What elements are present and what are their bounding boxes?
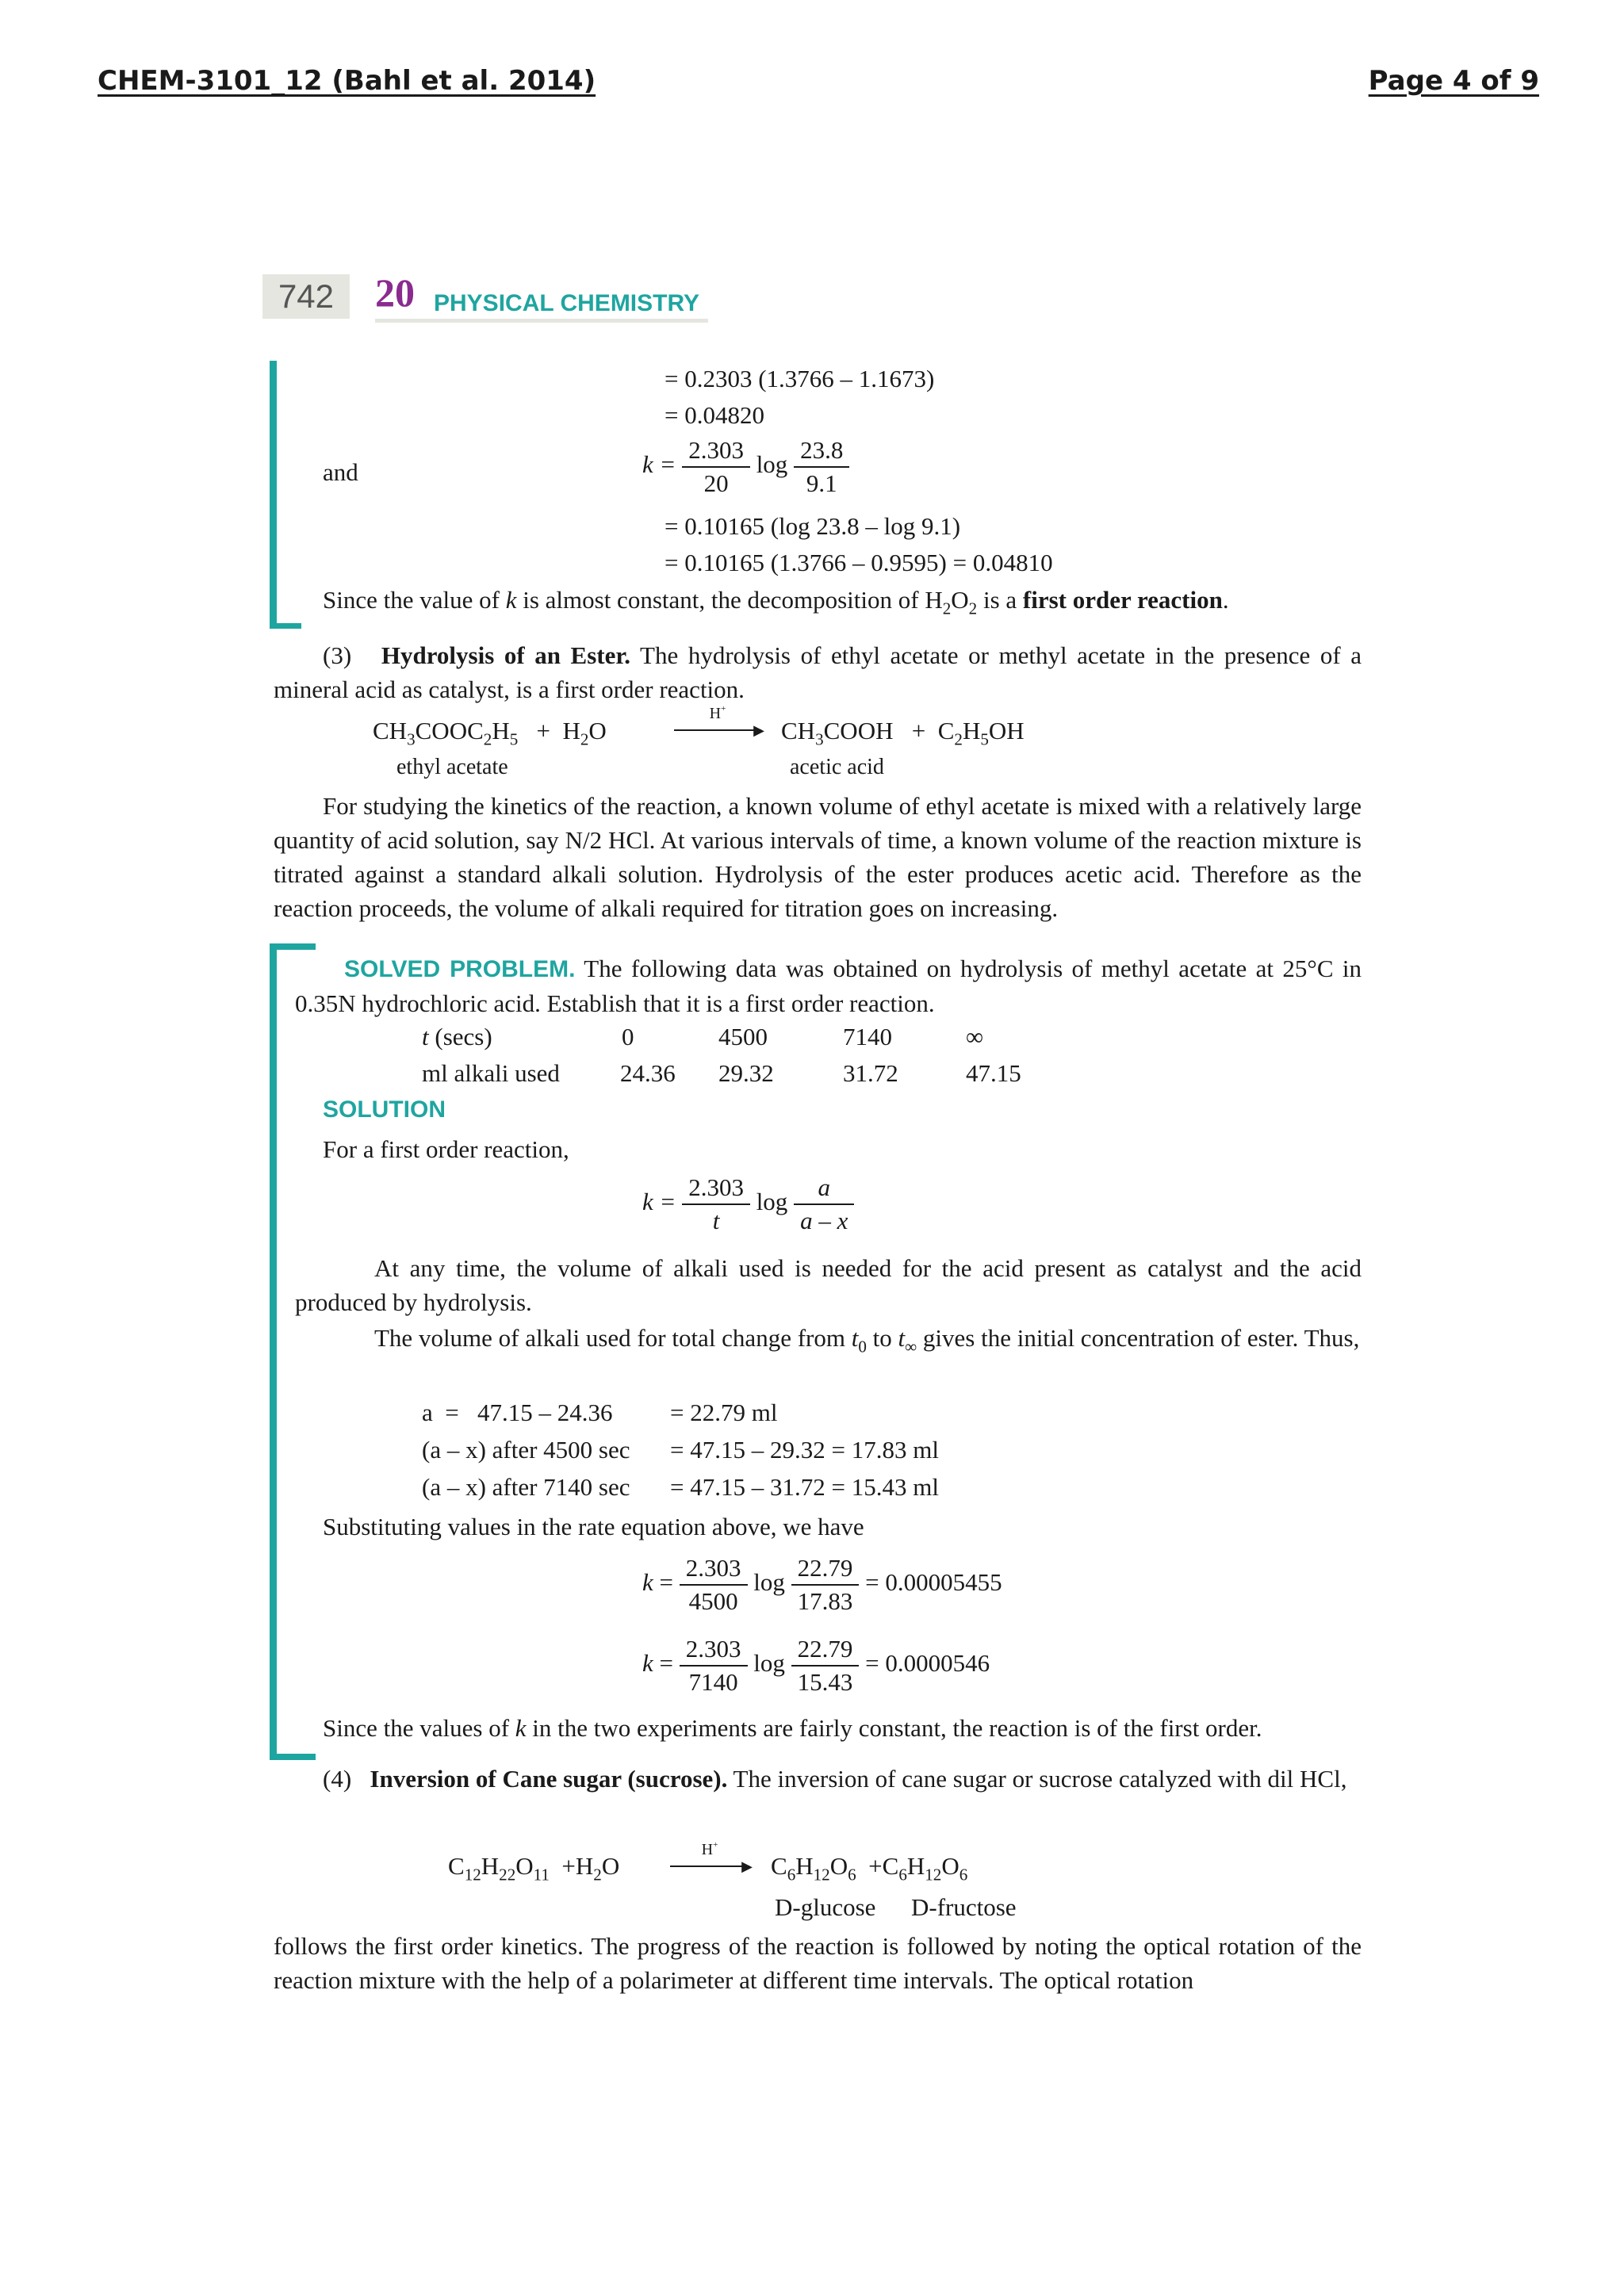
catalyst: H [701, 1841, 714, 1858]
text: is almost constant, the decomposition of H [516, 586, 943, 614]
catalyst: H [709, 705, 722, 722]
table-row-time [422, 1020, 492, 1054]
fraction-numerator: 2.303 [682, 1173, 750, 1205]
k-label: k = [642, 1187, 676, 1215]
fraction-a-over-ax [794, 1173, 854, 1234]
section-3-intro [274, 638, 1362, 706]
first-order-conclusion [323, 1711, 1262, 1745]
table-cell: ∞ [966, 1023, 984, 1050]
log-label: log [753, 1567, 785, 1596]
chapter-title: PHYSICAL CHEMISTRY [434, 290, 700, 316]
calc-a-left: a = 47.15 – 24.36 [422, 1399, 613, 1426]
fraction-2303-7140 [680, 1635, 748, 1696]
calc-line-5: = 0.10165 (1.3766 – 0.9595) = 0.04810 [665, 549, 1053, 576]
text: in the two experiments are fairly constant, the reaction is of the first order. [526, 1714, 1262, 1742]
t-var: t [851, 1324, 859, 1352]
fraction-numerator: 23.8 [794, 436, 849, 468]
reaction-arrow-sucrose: H+ ▶ [670, 1842, 749, 1867]
fraction-2303-20 [682, 436, 750, 497]
chapter-underline [375, 319, 708, 323]
calc-b-right: = 47.15 – 29.32 = 17.83 ml [670, 1436, 939, 1464]
fraction-denominator: 17.83 [797, 1586, 853, 1615]
fraction-2303-4500 [680, 1554, 748, 1615]
fraction-numerator: 2.303 [680, 1554, 748, 1586]
chapter-number: 20 [375, 270, 415, 315]
kinetics-paragraph: For studying the kinetics of the reaction, a known volume of ethyl acetate is mixed with a relatively large quantity of acid solution, say N/2 HCl. At various intervals of time, a known volume of the reaction mixture is titrated against a standard alkali solution. Hydrolysis of the ester produces acetic acid. Therefore as the reaction proceeds, the volume of alkali required for titration goes on increasing. [274, 792, 1362, 922]
bracket-problem-bottom [270, 1754, 316, 1760]
book-page-number: 742 [278, 277, 335, 315]
section-number: (4) [323, 1765, 352, 1793]
text: Since the values of [323, 1714, 515, 1742]
fraction-denominator: 4500 [688, 1586, 738, 1615]
sucrose-reaction-products: $C_6H_{12}O_6 +C_6H_{12}O_6$ [771, 1852, 968, 1885]
catalyst-charge: + [713, 1840, 718, 1850]
substituting-text: Substituting values in the rate equation above, we have [323, 1513, 864, 1540]
table-cell: 29.32 [718, 1059, 774, 1087]
fraction-numerator: 2.303 [680, 1635, 748, 1667]
conclusion-h2o2 [323, 583, 1229, 617]
sucrose-reaction-reactants: $C_{12}H_{22}O_{11} +H_2O$ [448, 1852, 620, 1885]
plus-sign: + [536, 717, 550, 744]
calc-c-left: (a – x) after 7140 sec [422, 1473, 630, 1501]
fraction-2303-t [682, 1173, 750, 1234]
text: is a [977, 586, 1023, 614]
k1-equation: k = $\frac{2.303}{4500}$ log $\frac{22.79}{17.83}$ = 0.00005455 [642, 1554, 1002, 1615]
k2-equation: k = $\frac{2.303}{7140}$ log $\frac{22.79}{15.43}$ = 0.0000546 [642, 1635, 990, 1696]
text: Since the value of [323, 586, 506, 614]
plus-sign: + [911, 717, 926, 744]
fraction-numerator: 22.79 [791, 1635, 860, 1667]
row-label: (secs) [428, 1023, 492, 1050]
solved-problem-statement [295, 951, 1362, 1020]
solution-label: SOLUTION [323, 1096, 446, 1123]
total-change-paragraph [295, 1321, 1362, 1355]
d-fructose-label: D-fructose [911, 1893, 1017, 1921]
t-var: t [898, 1324, 906, 1352]
ester-reaction-reactants: $CH_3COOC_2H_5$ + $H_2O$ [373, 717, 607, 749]
section-4-intro [274, 1762, 1362, 1796]
ester-reaction-products: $CH_3COOH + C_2H_5OH$ [781, 717, 1025, 749]
log-label: log [753, 1648, 785, 1677]
fraction-numerator: a [794, 1173, 854, 1205]
and-label: and [323, 458, 358, 486]
catalyst-charge: + [721, 704, 726, 714]
text: to [866, 1324, 898, 1352]
log-label: log [756, 450, 788, 478]
subscript: 2 [968, 599, 978, 618]
table-cell: 24.36 [620, 1059, 676, 1087]
document-id: CHEM-3101_12 (Bahl et al. 2014) [98, 65, 596, 97]
fraction-denominator: 9.1 [806, 469, 837, 497]
calc-line-1: = 0.2303 (1.3766 – 1.1673) [665, 365, 935, 392]
fraction-denominator: t [712, 1206, 720, 1234]
subscript: ∞ [905, 1337, 917, 1357]
acetic-acid-label: acetic acid [790, 755, 884, 779]
fraction-denominator: 15.43 [797, 1667, 853, 1696]
text: The volume of alkali used for total change from [374, 1324, 852, 1352]
table-cell: 31.72 [843, 1059, 898, 1087]
fraction-2279-1783 [791, 1554, 860, 1615]
bracket-top-bottom [270, 623, 301, 629]
table-cell: 7140 [843, 1023, 892, 1050]
inversion-paragraph: follows the first order kinetics. The progress of the reaction is followed by noting the optical rotation of the reaction mixture with the help of a polarimeter at different time intervals. The optical rotation [274, 1932, 1362, 1994]
table-row-alkali-label: ml alkali used [422, 1059, 560, 1087]
calc-c-right: = 47.15 – 31.72 = 15.43 ml [670, 1473, 939, 1501]
section-heading: Hydrolysis of an Ester. [381, 641, 631, 669]
k-label: k [642, 1567, 653, 1596]
section-text: The hydrolysis of ethyl acetate or methyl acetate in the presence of a mineral acid as catalyst, is a first order reaction. [274, 641, 1362, 703]
table-cell: 47.15 [966, 1059, 1021, 1087]
calc-b-left: (a – x) after 4500 sec [422, 1436, 630, 1464]
page-indicator: Page 4 of 9 [1368, 65, 1539, 97]
alkali-paragraph: At any time, the volume of alkali used is needed for the acid present as catalyst and the acid produced by hydrolysis. [295, 1254, 1362, 1316]
table-cell: 4500 [718, 1023, 768, 1050]
k-var: k [515, 1714, 527, 1742]
log-label: log [756, 1187, 788, 1215]
k-var: k [505, 586, 517, 614]
fraction-denominator: 7140 [688, 1667, 738, 1696]
first-order-intro: For a first order reaction, [323, 1135, 569, 1163]
k2-result: = 0.0000546 [865, 1648, 990, 1677]
k1-result: = 0.00005455 [865, 1567, 1002, 1596]
calc-a-right: = 22.79 ml [670, 1399, 778, 1426]
ethyl-acetate-label: ethyl acetate [396, 755, 508, 779]
k-label: k [642, 1648, 653, 1677]
text: . [1222, 586, 1229, 614]
bracket-top-left [270, 361, 277, 629]
calc-line-4: = 0.10165 (log 23.8 – log 9.1) [665, 512, 961, 540]
k-label: k = [642, 450, 676, 478]
d-glucose-label: D-glucose [775, 1893, 876, 1921]
fraction-numerator: 2.303 [682, 436, 750, 468]
fraction-numerator: 22.79 [791, 1554, 860, 1586]
subscript: 2 [942, 599, 952, 618]
bold-text: first order reaction [1022, 586, 1223, 614]
problem-text: The following data was obtained on hydrolysis of methyl acetate at 25°C in 0.35N hydrochloric acid. Establish that it is a first order reaction. [295, 955, 1362, 1017]
text: O [951, 586, 969, 614]
k-equation [642, 436, 849, 497]
calc-line-2: = 0.04820 [665, 401, 764, 429]
fraction-denominator: 20 [703, 469, 729, 497]
rate-equation [642, 1173, 854, 1234]
table-cell: 0 [622, 1023, 634, 1050]
solved-problem-label: SOLVED PROBLEM. [344, 956, 576, 982]
bracket-problem-left [270, 943, 277, 1760]
section-heading: Inversion of Cane sugar (sucrose). [370, 1765, 728, 1793]
fraction-2279-1543 [791, 1635, 860, 1696]
section-number: (3) [323, 641, 352, 669]
t-var: t [422, 1023, 429, 1050]
fraction-denominator: a – x [800, 1206, 848, 1234]
text: gives the initial concentration of ester. Thus, [917, 1324, 1360, 1352]
subscript: 0 [858, 1337, 867, 1357]
reaction-arrow-ester: H+ ▶ [674, 706, 761, 731]
section-text: The inversion of cane sugar or sucrose catalyzed with dil HCl, [727, 1765, 1347, 1793]
fraction-238-91 [794, 436, 849, 497]
